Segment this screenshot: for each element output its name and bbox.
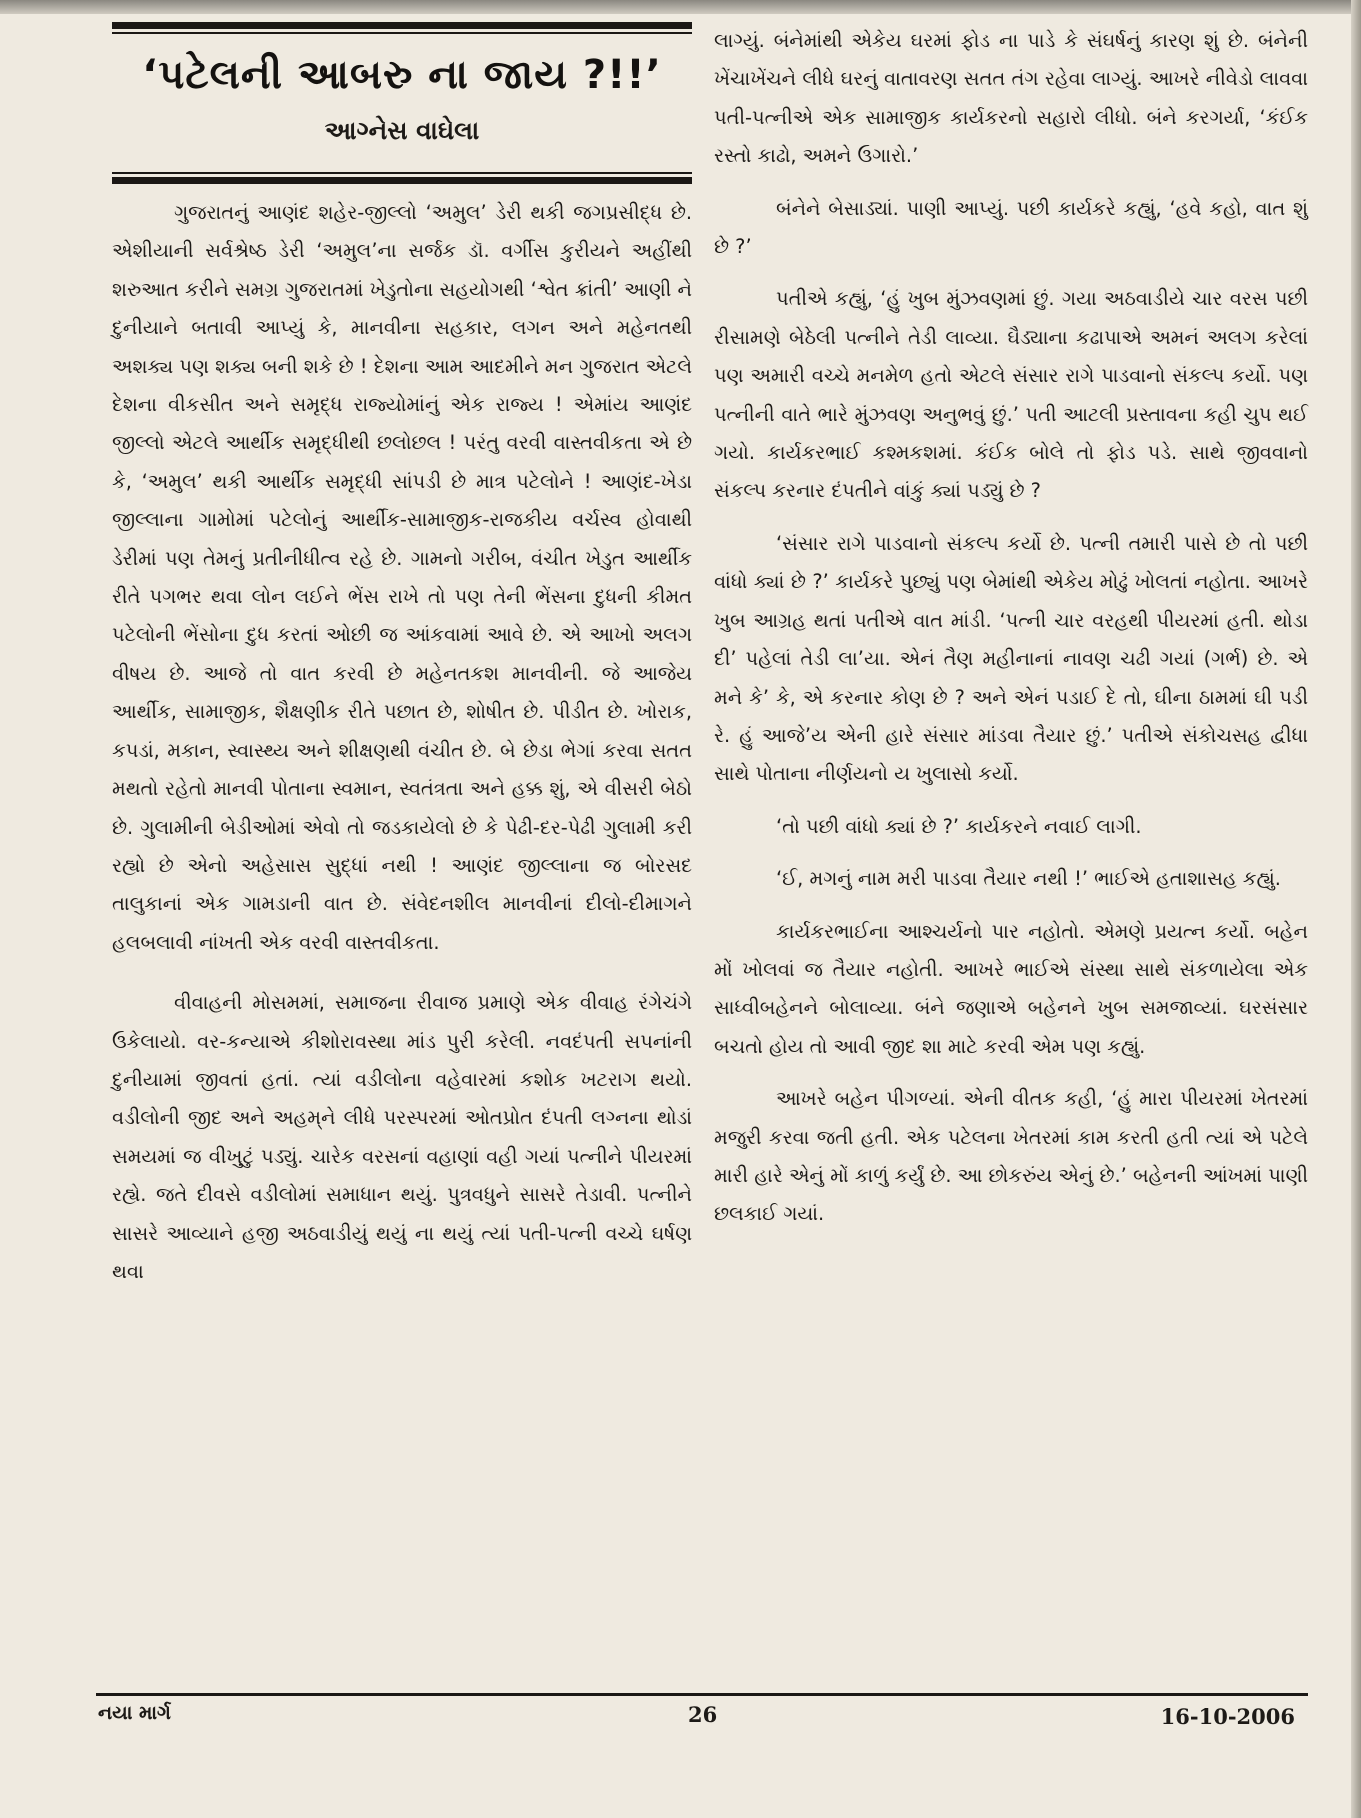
right-paragraph-2: બંનેને બેસાડ્યાં. પાણી આપ્યું. પછી કાર્યકરે કહ્યું, ‘હવે કહો, વાત શું છે ?’ xyxy=(714,196,1308,259)
right-paragraph-6: ‘ઈ, મગનું નામ મરી પાડવા તૈયાર નથી !’ ભાઈએ હતાશાસહ કહ્યું. xyxy=(776,867,1281,891)
right-paragraph-8: આખરે બહેન પીગળ્યાં. એની વીતક કહી, ‘હું મારા પીયરમાં ખેતરમાં મજુરી કરવા જતી હતી. એક પટેલના ખેતરમાં કામ કરતી હતી ત્યાં એ પટેલે મારી હારે એનું મોં કાળું કર્યું છે. આ છોકરુંય એનું છે.’ બહેનની આંખમાં પાણી છલકાઈ ગયાં. xyxy=(714,1087,1308,1226)
header-rule-bottom-thin xyxy=(112,172,692,174)
right-paragraph-3: પતીએ કહ્યું, ‘હું ખુબ મુંઝવણમાં છું. ગયા અઠવાડીયે ચાર વરસ પછી રીસામણે બેઠેલી પત્નીને તેડી લાવ્યા. ઘૈડ્યાના કઢાપાએ અમનં અલગ કરેલાં પણ અમારી વચ્ચે મનમેળ હતો એટલે સંસાર રાગે પાડવાનો સંકલ્પ કર્યો. પણ પત્નીની વાતે ભારે મુંઝવણ અનુભવું છું.’ પતી આટલી પ્રસ્તાવના કહી ચુપ થઈ ગયો. કાર્યકરભાઈ કશ્મકશમાં. કંઈક બોલે તો ફોડ પડે. સાથે જીવવાનો સંકલ્પ કરનાર દંપતીને વાંકું ક્યાં પડ્યું છે ? xyxy=(714,287,1308,503)
right-paragraph-4: ‘સંસાર રાગે પાડવાનો સંકલ્પ કર્યો છે. પત્ની તમારી પાસે છે તો પછી વાંધો ક્યાં છે ?’ કાર્યકરે પુછ્યું પણ બેમાંથી એકેય મોઢું ખોલતાં નહોતા. આખરે ખુબ આગ્રહ થતાં પતીએ વાત માંડી. ‘પત્ની ચાર વરહથી પીયરમાં હતી. થોડા દી’ પહેલાં તેડી લા’યા. એનં તૈણ મહીનાનાં નાવણ ચઢી ગયાં (ગર્ભ) છે. એ મને કે’ કે, એ કરનાર કોણ છે ? અને એનં પડાઈ દે તો, ઘીના ઠામમાં ઘી પડી રે. હું આજે’ય એની હારે સંસાર માંડવા તૈયાર છું.’ પતીએ સંકોચસહ દ્વીધા સાથે પોતાના નીર્ણયનો ય ખુલાસો કર્યો. xyxy=(714,531,1308,786)
left-paragraph-2: વીવાહની મોસમમાં, સમાજના રીવાજ પ્રમાણે એક વીવાહ રંગેચંગે ઉકેલાયો. વર-કન્યાએ કીશોરાવસ્થા માંડ પુરી કરેલી. નવદંપતી સપનાંની દુનીયામાં જીવતાં હતાં. ત્યાં વડીલોના વહેવારમાં કશોક ખટરાગ થયો. વડીલોની જીદ અને અહમ્‌ને લીધે પરસ્પરમાં ઓતપ્રોત દંપતી લગ્નના થોડાં સમયમાં જ વીખુટું પડ્યું. ચારેક વરસનાં વહાણાં વહી ગયાં પત્નીને પીયરમાં રહ્યે. જતે દીવસે વડીલોમાં સમાધાન થયું. પુત્રવધુને સાસરે તેડાવી. પત્નીને સાસરે આવ્યાને હજી અઠવાડીયું થયું ના થયું ત્યાં પતી-પત્ની વચ્ચે ઘર્ષણ થવા xyxy=(112,991,692,1283)
scan-right-edge xyxy=(1351,0,1361,1818)
publication-name: નયા માર્ગ xyxy=(98,1702,171,1724)
left-column xyxy=(112,22,692,1291)
right-paragraph-1: લાગ્યું. બંનેમાંથી એકેય ઘરમાં ફોડ ના પાડે કે સંઘર્ષનું કારણ શું છે. બંનેની ખેંચાખેંચને લીધે ઘરનું વાતાવરણ સતત તંગ રહેવા લાગ્યું. આખરે નીવેડો લાવવા પતી-પત્નીએ એક સામાજીક કાર્યકરનો સહારો લીધો. બંને કરગર્યા, ‘કંઈક રસ્તો કાઢો, અમને ઉગારો.’ xyxy=(714,29,1308,168)
article-title: ‘પટેલની આબરુ ના જાય ?!!’ xyxy=(142,52,662,98)
article-author: આગ્નેસ વાઘેલા xyxy=(324,116,480,145)
right-paragraph-7: કાર્યકરભાઈના આશ્ચર્યનો પાર નહોતો. એમણે પ્રયત્ન કર્યો. બહેન મોં ખોલવાં જ તૈયાર નહોતી. આખરે ભાઈએ સંસ્થા સાથે સંકળાયેલા એક સાધ્વીબહેનને બોલાવ્યા. બંને જણાએ બહેનને ખુબ સમજાવ્યાં. ઘરસંસાર બચતો હોય તો આવી જીદ શા માટે કરવી એમ પણ કહ્યું. xyxy=(714,919,1308,1058)
left-paragraph-1: ગુજરાતનું આણંદ શહેર-જીલ્લો ‘અમુલ’ ડેરી થકી જગપ્રસીદ્ધ છે. એશીયાની સર્વશ્રેષ્ઠ ડેરી ‘અમુલ’ના સર્જક ડૉ. વર્ગીસ કુરીયને અહીંથી શરુઆત કરીને સમગ્ર ગુજરાતમાં ખેડુતોના સહયોગથી ‘શ્વેત ક્રાંતી’ આણી ને દુનીયાને બતાવી આપ્યું કે, માનવીના સહકાર, લગન અને મહેનતથી અશક્ય પણ શક્ય બની શકે છે ! દેશના આમ આદમીને મન ગુજરાત એટલે દેશના વીકસીત અને સમૃદ્ધ રાજ્યોમાંનું એક રાજ્ય ! એમાંય આણંદ જીલ્લો એટલે આર્થીક સમૃદ્ધીથી છલોછલ ! પરંતુ વરવી વાસ્તવીકતા એ છે કે, ‘અમુલ’ થકી આર્થીક સમૃદ્ધી સાંપડી છે માત્ર પટેલોને ! આણંદ-ખેડા જીલ્લાના ગામોમાં પટેલોનું આર્થીક-સામાજીક-રાજકીય વર્ચસ્વ હોવાથી ડેરીમાં પણ તેમનું પ્રતીનીધીત્વ રહે છે. ગામનો ગરીબ, વંચીત ખેડુત આર્થીક રીતે પગભર થવા લોન લઈને ભેંસ રાખે તો પણ તેની ભેંસના દુધની કીમત પટેલોની ભેંસોના દુધ કરતાં ઓછી જ આંકવામાં આવે છે. એ આખો અલગ વીષય છે. આજે તો વાત કરવી છે મહેનતકશ માનવીની. જે આજેય આર્થીક, સામાજીક, શૈક્ષણીક રીતે પછાત છે, શોષીત છે. પીડીત છે. ખોરાક, કપડાં, મકાન, સ્વાસ્થ્ય અને શીક્ષણથી વંચીત છે. બે છેડા ભેગાં કરવા સતત મથતો રહેતો માનવી પોતાના સ્વમાન, સ્વતંત્રતા અને હક્ક શું, એ વીસરી બેઠો છે. ગુલામીની બેડીઓમાં એવો તો જડકાયેલો છે કે પેઢી-દર-પેઢી ગુલામી કરી રહ્યો છે એનો અહેસાસ સુદ્ધાં નથી ! આણંદ જીલ્લાના જ બોરસદ તાલુકાનાં એક ગામડાની વાત છે. સંવેદનશીલ માનવીનાં દીલો-દીમાગને હલબલાવી નાંખતી એક વરવી વાસ્તવીકતા. xyxy=(112,201,692,954)
scan-top-edge xyxy=(0,0,1361,14)
header-rule-top-thin xyxy=(112,32,692,34)
right-paragraph-5: ‘તો પછી વાંધો ક્યાં છે ?’ કાર્યકરને નવાઈ લાગી. xyxy=(776,814,1142,838)
header-rule-bottom-thick xyxy=(112,177,692,184)
footer-rule xyxy=(96,1693,1308,1696)
right-column xyxy=(714,22,1308,1234)
page-number: 26 xyxy=(688,1702,718,1727)
header-rule-top-thick xyxy=(112,22,692,29)
issue-date: 16-10-2006 xyxy=(1160,1704,1295,1729)
